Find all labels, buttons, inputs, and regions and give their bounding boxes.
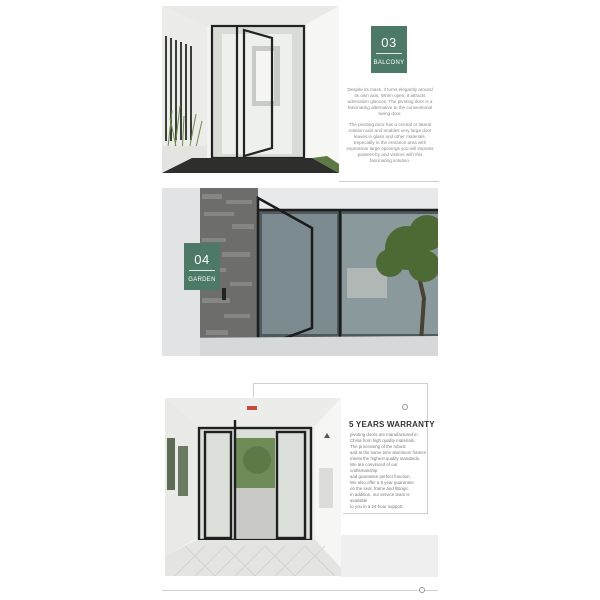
text-line: and guarantee perfect function. xyxy=(350,474,411,479)
text-line: We also offer a 5 year guarantee xyxy=(350,480,414,485)
badge-divider xyxy=(189,270,214,271)
divider-line xyxy=(339,181,439,182)
text-line: We are convinced of our craftsmanship xyxy=(350,462,398,473)
text-line: and at the same time aluminum frames xyxy=(350,450,426,455)
text-line: In addition, our service team is available xyxy=(350,492,410,503)
section-number: 03 xyxy=(381,35,397,50)
balcony-description xyxy=(346,87,434,169)
text-line: China from high quality materials. xyxy=(350,438,416,443)
paragraph: Despite its mass, it turns elegantly around its own axis. When open, it attracts admiration glances. The pivoting door is a fascinating alternative to the conventional swing door. xyxy=(347,87,433,116)
paragraph: The pivoting door has a central or lateral rotation axis and enables very large door leaves in glass and other materials. Especially in the entrance area with impressive large openings you will impress passers-by and visitors with this fascinating solution. xyxy=(346,122,434,163)
badge-divider xyxy=(376,53,401,54)
text-line: to you in a 24-hour support. xyxy=(350,504,404,509)
frame-line xyxy=(427,383,428,513)
frame-line xyxy=(343,513,428,514)
bottom-band xyxy=(340,535,438,577)
text-line: on the seal, frame and fittings. xyxy=(350,486,409,491)
divider-line xyxy=(162,590,438,591)
entrance-photo xyxy=(165,398,341,576)
section-badge-garden xyxy=(184,243,220,290)
section-number: 04 xyxy=(194,252,210,267)
warranty-description xyxy=(350,432,426,510)
text-line: The processing of the robust xyxy=(350,444,406,449)
decor-dot-icon xyxy=(419,587,425,593)
text-line: pivoting doors are manufactured in xyxy=(350,432,418,437)
frame-line xyxy=(253,383,428,384)
section-label: BALCONY xyxy=(373,60,405,66)
warranty-title: 5 YEARS WARRANTY xyxy=(349,420,435,429)
decor-dot-icon xyxy=(402,404,408,410)
section-badge-balcony xyxy=(371,26,407,73)
frame-line xyxy=(253,383,254,397)
section-label: GARDEN xyxy=(188,277,216,283)
balcony-photo xyxy=(162,6,339,173)
text-line: meets the highest quality standards. xyxy=(350,456,421,461)
